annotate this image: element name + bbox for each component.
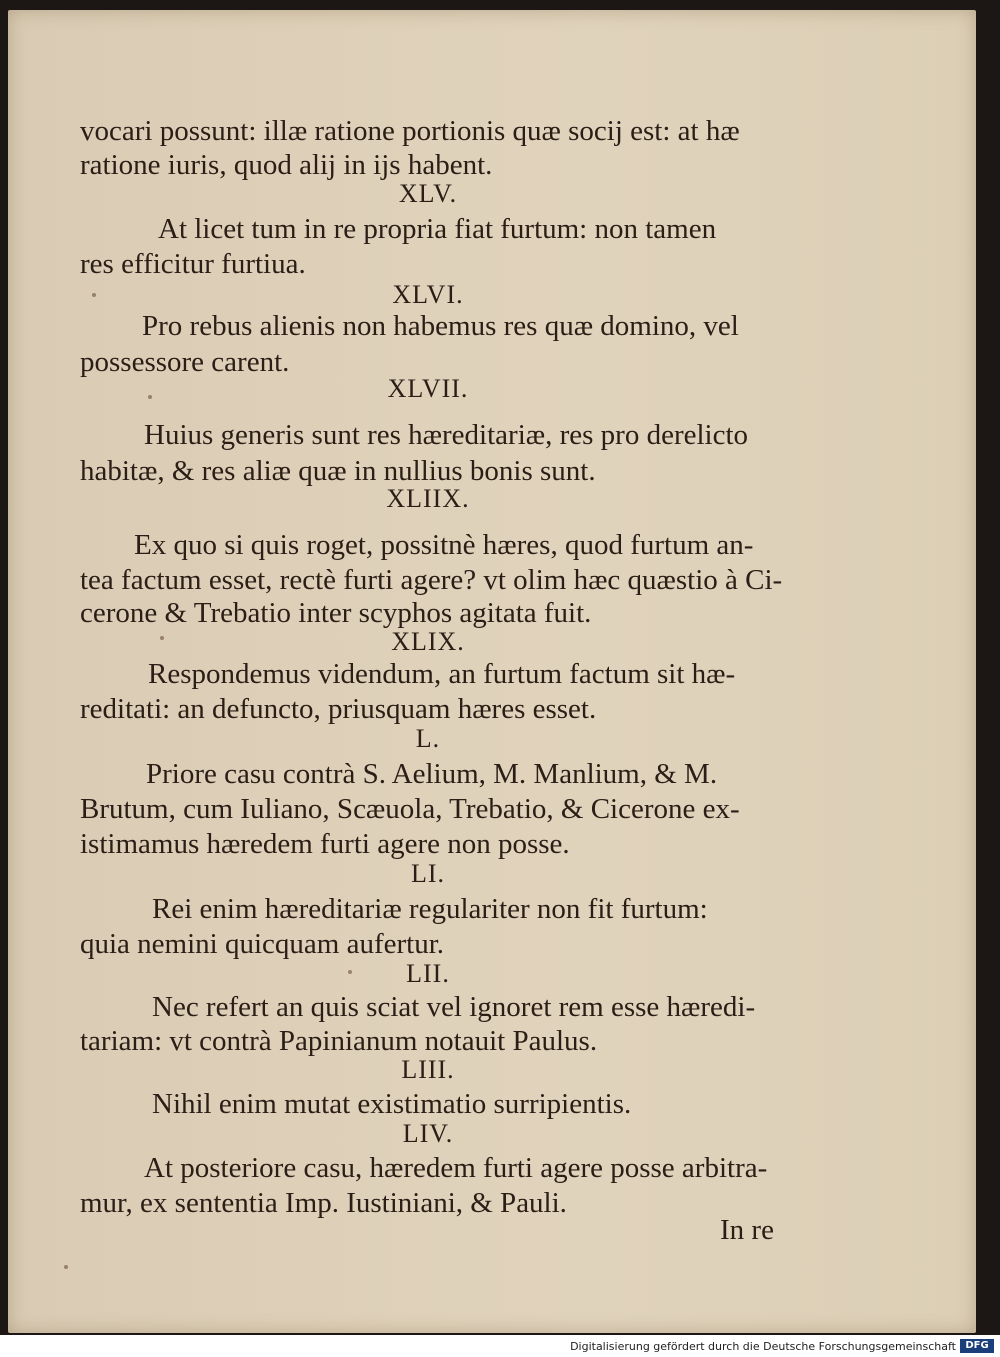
text-line: Rei enim hæreditariæ regulariter non fit furtum:	[152, 893, 708, 925]
section-number: XLVII.	[387, 374, 469, 403]
text-line: At posteriore casu, hæredem furti agere posse arbitra-	[144, 1152, 768, 1184]
text-line: Priore casu contrà S. Aelium, M. Manlium, & M.	[146, 758, 718, 790]
section-number: XLIIX.	[386, 484, 470, 513]
text-line: tea factum esset, rectè furti agere? vt olim hæc quæstio à Ci-	[80, 564, 783, 596]
text-line: Respondemus videndum, an furtum factum sit hæ-	[148, 658, 736, 690]
section-number: XLIX.	[391, 627, 465, 656]
section-number: LII.	[406, 959, 450, 988]
text-line: habitæ, & res aliæ quæ in nullius bonis sunt.	[80, 455, 596, 487]
text-line: Ex quo si quis roget, possitnè hæres, quod furtum an-	[134, 529, 754, 561]
text-line: istimamus hæredem furti agere non posse.	[80, 828, 570, 860]
text-line: reditati: an defuncto, priusquam hæres esset.	[80, 693, 597, 725]
paper-speck	[64, 1265, 68, 1269]
text-line: Nec refert an quis sciat vel ignoret rem esse hæredi-	[152, 991, 756, 1023]
paper-speck	[92, 293, 96, 297]
page-text	[8, 10, 976, 1333]
section-number: XLV.	[398, 179, 458, 208]
text-line: tariam: vt contrà Papinianum notauit Paulus.	[80, 1025, 598, 1057]
text-line: Pro rebus alienis non habemus res quæ domino, vel	[142, 310, 739, 342]
section-number: LIV.	[402, 1119, 454, 1148]
text-line: Brutum, cum Iuliano, Scæuola, Trebatio, & Cicerone ex-	[80, 793, 740, 825]
dfg-logo: DFG	[960, 1339, 994, 1353]
text-line: mur, ex sententia Imp. Iustiniani, & Pauli.	[80, 1187, 567, 1219]
catchword: In re	[720, 1214, 774, 1246]
section-number: LI.	[410, 859, 446, 888]
digitization-footer	[0, 1337, 1000, 1357]
text-line: At licet tum in re propria fiat furtum: non tamen	[158, 213, 717, 245]
text-line: res efficitur furtiua.	[80, 248, 306, 280]
book-page	[8, 10, 976, 1333]
text-line: Nihil enim mutat existimatio surripientis.	[152, 1088, 632, 1120]
paper-speck	[148, 395, 152, 399]
text-line: quia nemini quicquam aufertur.	[80, 928, 445, 960]
text-line: Huius generis sunt res hæreditariæ, res pro derelicto	[144, 419, 749, 451]
section-number: LIII.	[401, 1055, 455, 1084]
footer-credit: Digitalisierung gefördert durch die Deutsche Forschungsgemeinschaft	[570, 1340, 956, 1353]
section-number: L.	[415, 724, 441, 753]
text-line: ratione iuris, quod alij in ijs habent.	[80, 149, 493, 181]
text-line: vocari possunt: illæ ratione portionis quæ socij est: at hæ	[80, 115, 740, 147]
text-line: possessore carent.	[80, 346, 290, 378]
paper-speck	[160, 636, 164, 640]
text-line: cerone & Trebatio inter scyphos agitata fuit.	[80, 597, 592, 629]
section-number: XLVI.	[392, 280, 464, 309]
paper-speck	[348, 970, 352, 974]
